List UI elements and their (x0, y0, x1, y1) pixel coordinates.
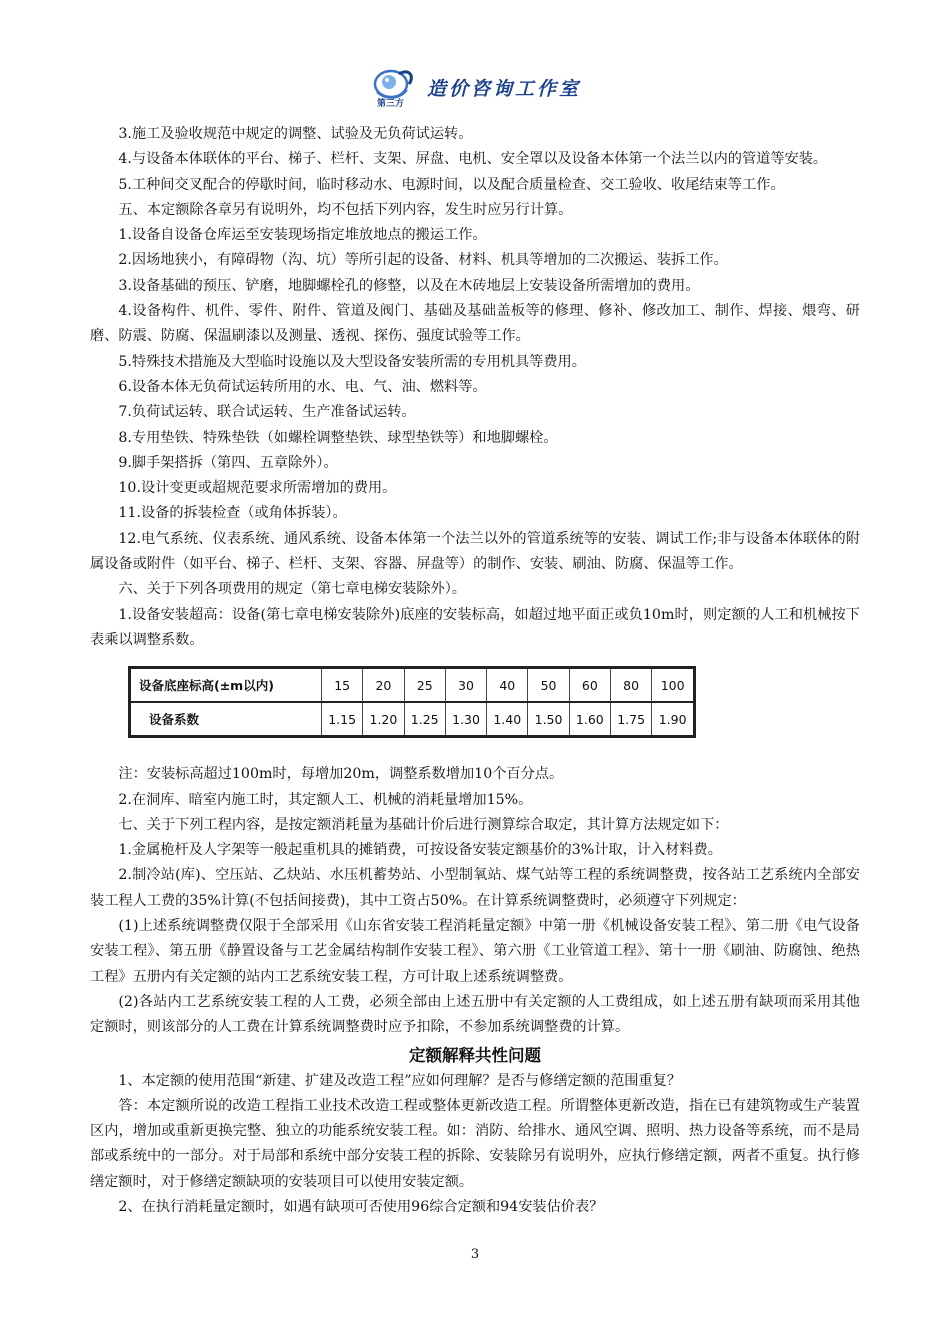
paragraph: 5.特殊技术措施及大型临时设施以及大型设备安装所需的专用机具等费用。 (118, 353, 586, 370)
paragraph: 10.设计变更或超规范要求所需增加的费用。 (118, 480, 397, 497)
paragraph: (1)上述系统调整费仅限于全部采用《山东省安装工程消耗量定额》中第一册《机械设备安装工程》、第二册《电气设备安装工程》、第五册《静置设备与工艺金属结构制作安装工程》、第六册《工业管道工程》、第十一册《刷油、防腐蚀、绝热工程》五册内有关定额的站内工艺系统安装工程，方可计取上述系统调整费。 (90, 918, 860, 985)
table-cell: 1.75 (610, 702, 651, 737)
table-row-heights (130, 668, 695, 703)
paragraph: 2.因场地狭小，有障碍物（沟、坑）等所引起的设备、材料、机具等增加的二次搬运、装拆工作。 (118, 252, 728, 269)
paragraph: 2、在执行消耗量定额时，如遇有缺项可否使用96综合定额和94安装估价表？ (118, 1198, 604, 1215)
paragraph: 2.在洞库、暗室内施工时，其定额人工、机械的消耗量增加15%。 (118, 791, 533, 808)
paragraph: 1.设备安装超高：设备(第七章电梯安装除外)底座的安装标高，如超过地平面正或负10m时，则定额的人工和机械按下表乘以调整系数。 (90, 606, 860, 648)
paragraph-group-bottom (90, 1069, 860, 1221)
page-header (0, 64, 950, 110)
brand-name: 造价咨询工作室 (426, 77, 581, 100)
table-cell: 1.40 (487, 702, 528, 737)
table-cell: 25 (404, 668, 445, 703)
table-cell: 1.20 (363, 702, 404, 737)
paragraph: 1.金属桅杆及人字架等一般起重机具的摊销费，可按设备安装定额基价的3%计取，计入材料费。 (118, 842, 722, 859)
table-cell: 15 (322, 668, 363, 703)
paragraph: 5.工种间交叉配合的停歇时间，临时移动水、电源时间，以及配合质量检查、交工验收、收尾结束等工作。 (118, 176, 785, 193)
paragraph: 11.设备的拆装检查（或角体拆装）。 (118, 505, 347, 522)
paragraph: 五、本定额除各章另有说明外，均不包括下列内容，发生时应另行计算。 (118, 201, 573, 218)
paragraph: 4.设备构件、机件、零件、附件、管道及阀门、基础及基础盖板等的修理、修补、修改加工、制作、焊接、煨弯、研磨、防震、防腐、保温刷漆以及测量、透视、探伤、强度试验等工作。 (90, 303, 860, 345)
paragraph: 答：本定额所说的改造工程指工业技术改造工程或整体更新改造工程。所谓整体更新改造，指在已有建筑物或生产装置区内，增加或重新更换完整、独立的功能系统安装工程。如：消防、给排水、通风空调、照明、热力设备等系统，而不是局部或系统中的一部分。对于局部和系统中部分安装工程的拆除、安装除另有说明外，应执行修缮定额，两者不重复。执行修缮定额时，对于修缮定额缺项的安装项目可以使用安装定额。 (90, 1097, 860, 1190)
section-title: 定额解释共性问题 (409, 1045, 541, 1065)
table-cell: 20 (363, 668, 404, 703)
paragraph: 3.设备基础的预压、铲磨，地脚螺栓孔的修整，以及在木砖地层上安装设备所需增加的费用。 (118, 277, 700, 294)
page-number: 3 (470, 1247, 480, 1262)
paragraph: 六、关于下列各项费用的规定（第七章电梯安装除外）。 (118, 581, 466, 598)
table-cell: 1.90 (652, 702, 695, 737)
paragraph: (2)各站内工艺系统安装工程的人工费，必须全部由上述五册中有关定额的人工费组成，如上述五册有缺项而采用其他定额时，则该部分的人工费在计算系统调整费时应予扣除，不参加系统调整费的计算。 (90, 993, 860, 1036)
logo-subtitle: 第三方 (376, 99, 404, 109)
coefficient-table (128, 666, 696, 738)
paragraph: 2.制冷站(库)、空压站、乙炔站、水压机蓄势站、小型制氧站、煤气站等工程的系统调整费，按各站工艺系统内全部安装工程人工费的35%计算(不包括间接费)，其中工资占50%。在计算系统调整费时，必须遵守下列规定： (90, 867, 860, 909)
table-cell: 50 (528, 668, 569, 703)
paragraph: 12.电气系统、仪表系统、通风系统、设备本体第一个法兰以外的管道系统等的安装、调试工作;非与设备本体联体的附属设备或附件（如平台、梯子、栏杆、支架、容器、屏盘等）的制作、安装、刷油、防腐、保温等工作。 (90, 530, 860, 573)
table-row-label: 设备底座标高(±m以内) (130, 668, 322, 703)
main-content (90, 122, 860, 1220)
table-cell: 60 (569, 668, 610, 703)
table-cell: 1.50 (528, 702, 569, 737)
paragraph: 6.设备本体无负荷试运转所用的水、电、气、油、燃料等。 (118, 378, 487, 395)
paragraph: 3.施工及验收规范中规定的调整、试验及无负荷试运转。 (118, 126, 473, 142)
coefficient-table-wrap (128, 666, 696, 738)
paragraph: 8.专用垫铁、特殊垫铁（如螺栓调整垫铁、球型垫铁等）和地脚螺栓。 (118, 429, 558, 446)
table-cell: 1.60 (569, 702, 610, 737)
table-cell: 30 (445, 668, 486, 703)
mascot-logo-icon (369, 66, 421, 108)
table-cell: 40 (487, 668, 528, 703)
paragraph: 7.负荷试运转、联合试运转、生产准备试运转。 (118, 404, 416, 421)
table-cell: 80 (610, 668, 651, 703)
paragraph-group-mid (90, 762, 860, 1040)
table-row-label: 设备系数 (130, 702, 322, 737)
paragraph: 1.设备自设备仓库运至安装现场指定堆放地点的搬运工作。 (118, 227, 487, 244)
table-cell: 1.30 (445, 702, 486, 737)
paragraph: 4.与设备本体联体的平台、梯子、栏杆、支架、屏盘、电机、安全罩以及设备本体第一个法兰以内的管道等安装。 (118, 151, 828, 168)
table-cell: 100 (652, 668, 695, 703)
paragraph: 注：安装标高超过100m时，每增加20m，调整系数增加10个百分点。 (118, 766, 564, 783)
paragraph: 七、关于下列工程内容，是按定额消耗量为基础计价后进行测算综合取定，其计算方法规定如下： (118, 816, 729, 833)
paragraph: 9.脚手架搭拆（第四、五章除外）。 (118, 454, 338, 471)
paragraph-group-top (90, 122, 860, 653)
paragraph: 1、本定额的使用范围“新建、扩建及改造工程”应如何理解？是否与修缮定额的范围重复？ (118, 1072, 682, 1089)
table-cell: 1.15 (322, 702, 363, 737)
table-row-coefficients (130, 702, 695, 737)
table-cell: 1.25 (404, 702, 445, 737)
